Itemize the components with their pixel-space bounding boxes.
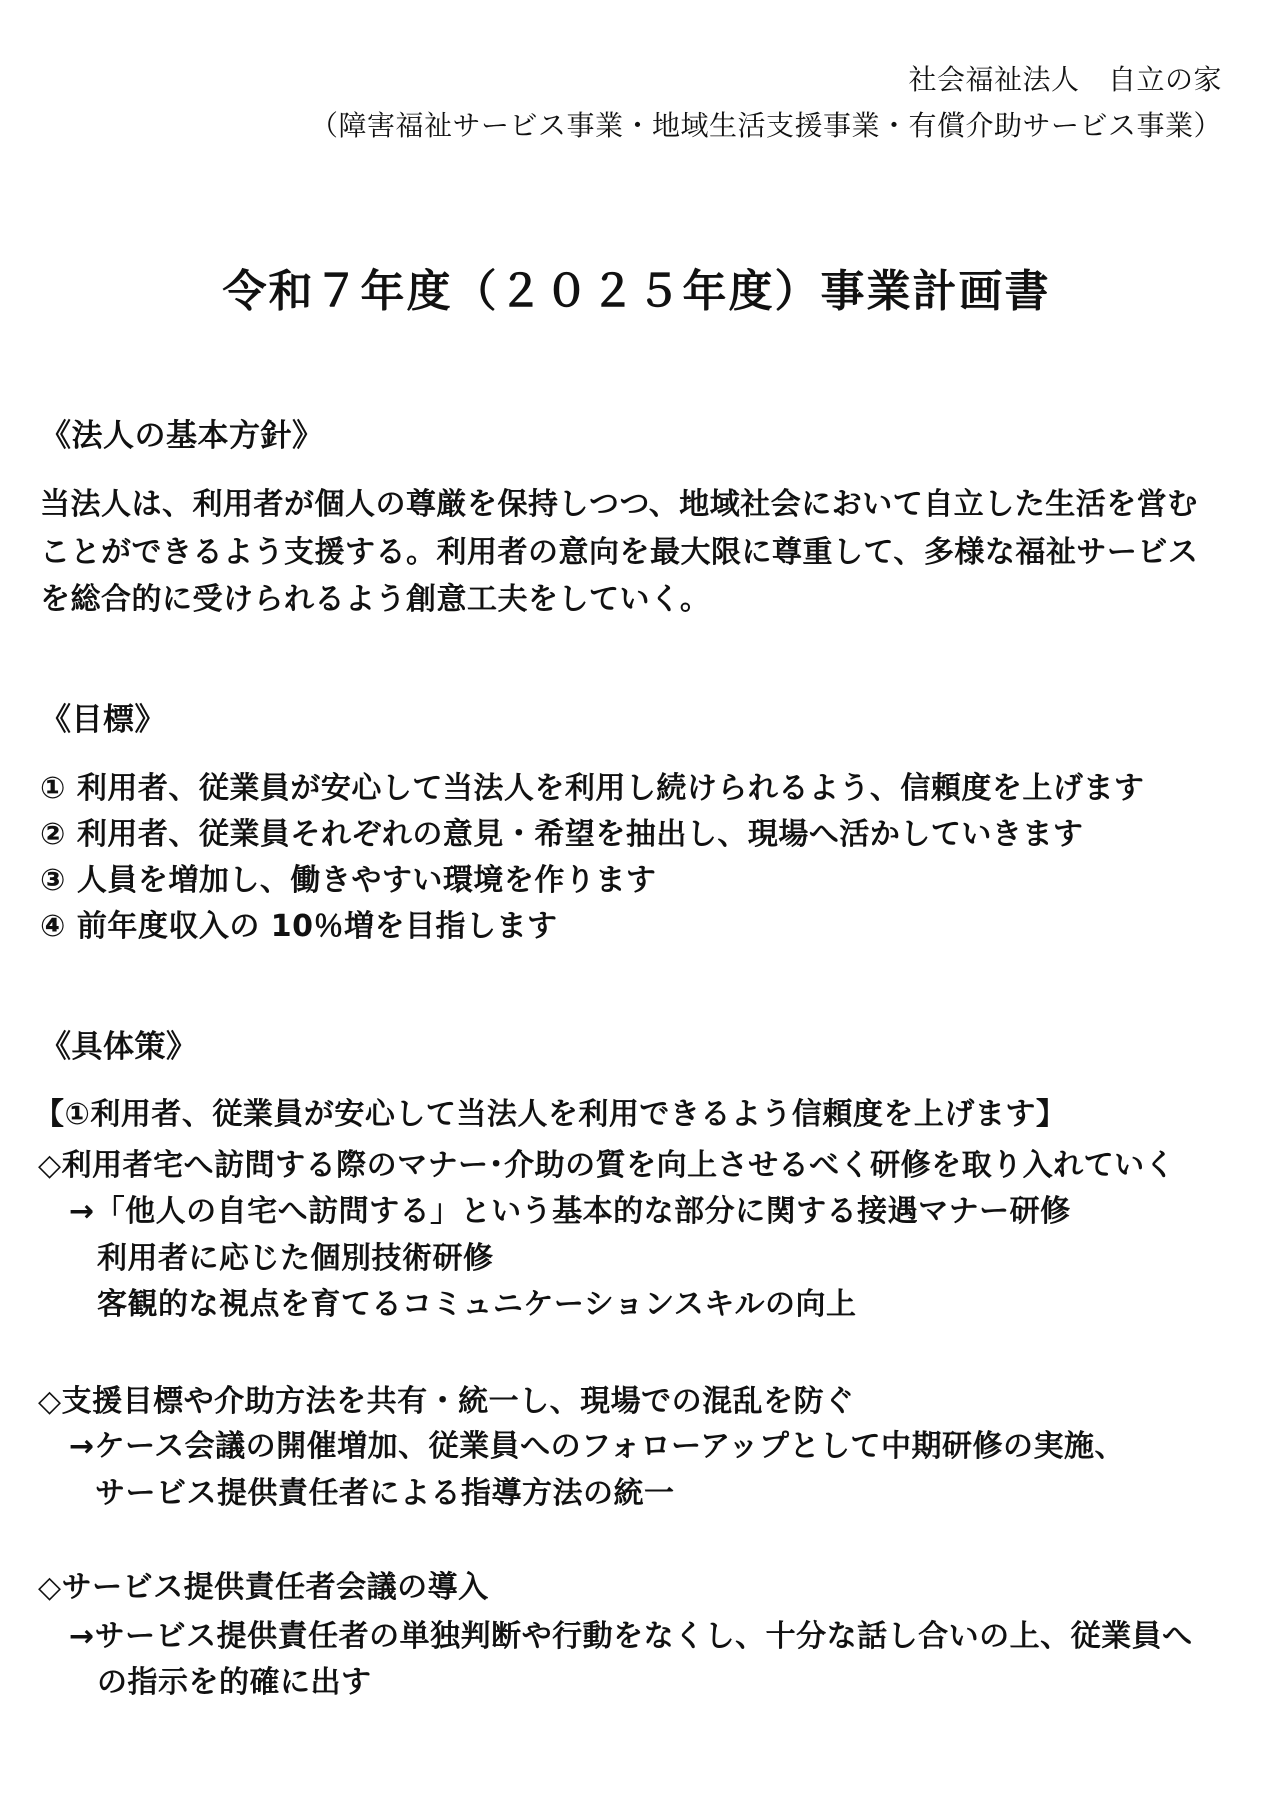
- measures-subheading: 【①利用者、従業員が安心して当法人を利用できるよう信頼度を上げます】: [34, 1097, 1067, 1132]
- service-list: （障害福祉サービス事業・地域生活支援事業・有償介助サービス事業）: [309, 109, 1222, 142]
- goal-item: ② 利用者、従業員それぞれの意見・希望を抽出し、現場へ活かしていきます: [40, 817, 1084, 852]
- policy-line: 当法人は、利用者が個人の尊厳を保持しつつ、地域社会において自立した生活を営む: [40, 487, 1198, 522]
- measure-detail: →ケース会議の開催増加、従業員へのフォローアップとして中期研修の実施、: [69, 1429, 1126, 1464]
- policy-line: を総合的に受けられるよう創意工夫をしていく。: [40, 582, 711, 617]
- measure-detail: サービス提供責任者による指導方法の統一: [95, 1476, 675, 1511]
- goal-item: ③ 人員を増加し、働きやすい環境を作ります: [40, 863, 657, 898]
- measure-detail: →「他人の自宅へ訪問する」という基本的な部分に関する接遇マナー研修: [69, 1194, 1071, 1229]
- policy-line: ことができるよう支援する。利用者の意向を最大限に尊重して、多様な福祉サービス: [40, 535, 1199, 570]
- measure-detail: の指示を的確に出す: [97, 1665, 372, 1700]
- measure-detail: →サービス提供責任者の単独判断や行動をなくし、十分な話し合いの上、従業員へ: [69, 1619, 1193, 1654]
- goals-heading: 《目標》: [40, 702, 166, 738]
- goal-item: ④ 前年度収入の 10％増を目指します: [40, 909, 558, 944]
- measure-detail: 客観的な視点を育てるコミュニケーションスキルの向上: [97, 1287, 857, 1322]
- measure-item: ◇支援目標や介助方法を共有・統一し、現場での混乱を防ぐ: [38, 1384, 855, 1419]
- measures-heading: 《具体策》: [40, 1029, 198, 1065]
- page-title: 令和７年度（２０２５年度）事業計画書: [222, 266, 1051, 317]
- goal-item: ① 利用者、従業員が安心して当法人を利用し続けられるよう、信頼度を上げます: [40, 771, 1145, 806]
- measure-item: ◇利用者宅へ訪問する際のマナー･介助の質を向上させるべく研修を取り入れていく: [38, 1148, 1176, 1183]
- organization-name: 社会福祉法人 自立の家: [908, 63, 1222, 96]
- policy-heading: 《法人の基本方針》: [40, 418, 324, 454]
- measure-detail: 利用者に応じた個別技術研修: [97, 1241, 494, 1276]
- measure-item: ◇サービス提供責任者会議の導入: [38, 1570, 489, 1605]
